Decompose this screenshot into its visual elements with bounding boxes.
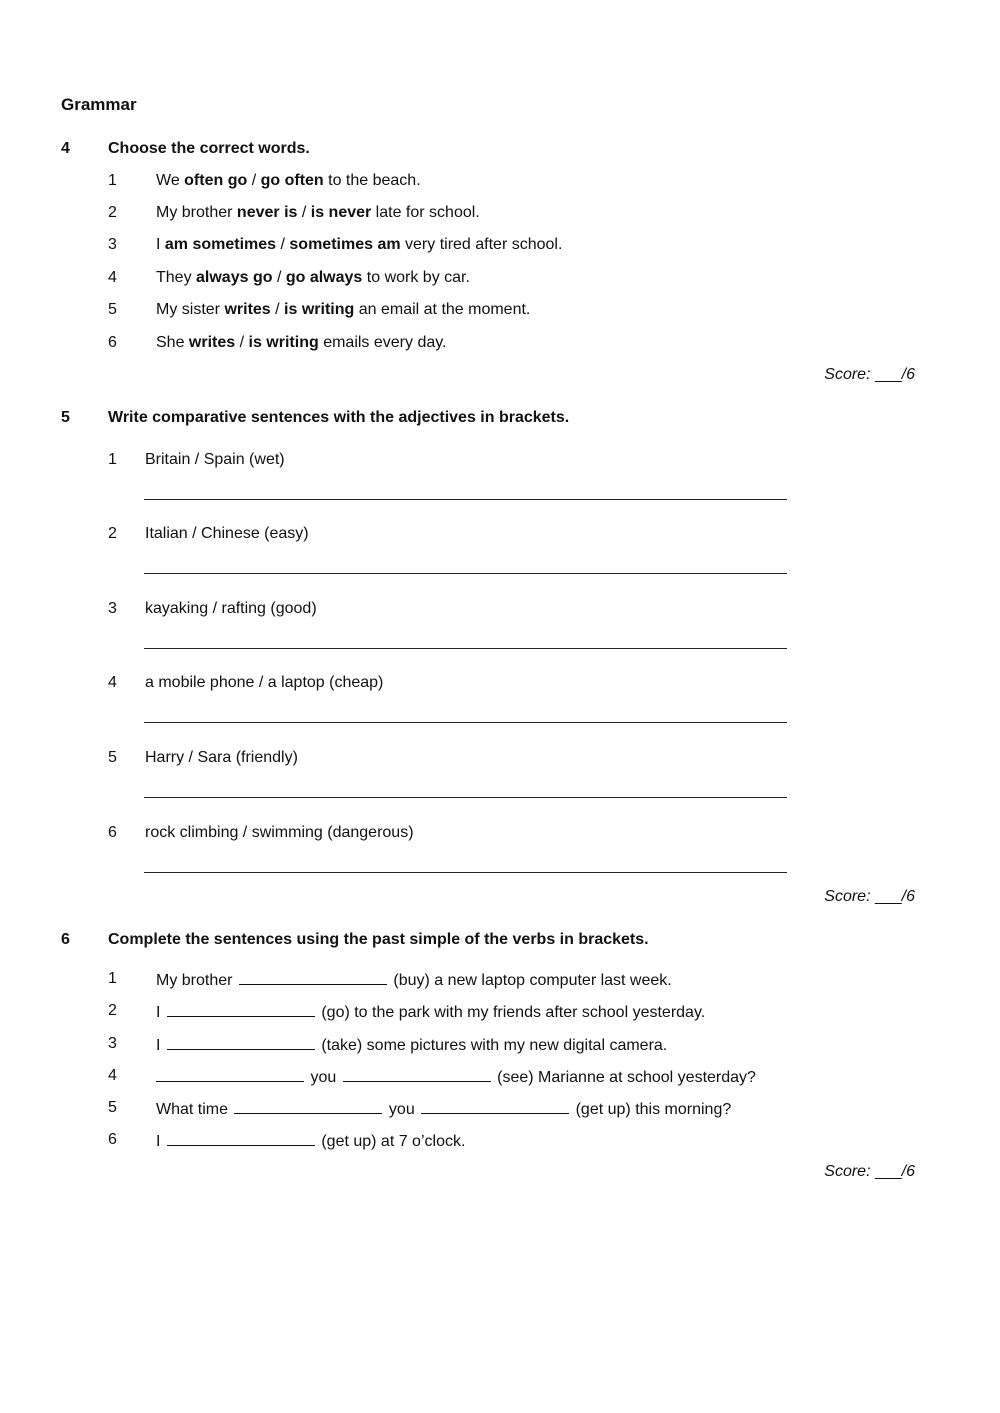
q4-item-number: 6 <box>108 334 117 351</box>
q6-item-3: I (take) some pictures with my new digital camera. <box>156 1034 667 1056</box>
q5-item-number: 6 <box>108 824 117 841</box>
q5-item-prompt: Britain / Spain (wet) <box>145 451 285 468</box>
q5-item-number: 2 <box>108 525 117 542</box>
q5-answer-line[interactable] <box>144 722 787 723</box>
q4-option-a[interactable]: never is <box>236 204 298 221</box>
q5-answer-line[interactable] <box>144 573 787 574</box>
q5-score: Score: ___/6 <box>824 888 915 905</box>
q5-item-number: 5 <box>108 749 117 766</box>
q4-item-2: My brother never is / is never late for school. <box>156 204 480 221</box>
q5-answer-line[interactable] <box>144 648 787 649</box>
q5-item-number: 3 <box>108 600 117 617</box>
question-5-instruction: Write comparative sentences with the adjectives in brackets. <box>108 409 570 426</box>
q4-option-a[interactable]: writes <box>188 334 236 351</box>
q4-item-6: She writes / is writing emails every day. <box>156 334 447 351</box>
q4-item-5: My sister writes / is writing an email at the moment. <box>156 301 531 318</box>
q4-option-a[interactable]: writes <box>224 301 271 318</box>
q4-option-a[interactable]: always go <box>196 269 273 286</box>
q4-option-b[interactable]: is writing <box>248 334 319 351</box>
q4-item-4: They always go / go always to work by car. <box>156 269 470 286</box>
page-title: Grammar <box>61 95 137 114</box>
q4-score: Score: ___/6 <box>824 366 915 383</box>
q5-item-prompt: Harry / Sara (friendly) <box>145 749 298 766</box>
q6-blank[interactable] <box>421 1098 569 1114</box>
q5-answer-line[interactable] <box>144 797 787 798</box>
q4-item-number: 1 <box>108 172 117 189</box>
q6-blank[interactable] <box>234 1098 382 1114</box>
q6-blank[interactable] <box>167 1034 315 1050</box>
q4-score-blank[interactable]: ___ <box>874 366 902 383</box>
q5-answer-line[interactable] <box>144 872 787 873</box>
q4-option-b[interactable]: is never <box>310 204 372 221</box>
q5-item-prompt: Italian / Chinese (easy) <box>145 525 309 542</box>
q4-item-number: 2 <box>108 204 117 221</box>
q4-option-a[interactable]: often go <box>184 172 248 189</box>
q4-option-b[interactable]: sometimes am <box>289 236 401 253</box>
q5-item-prompt: rock climbing / swimming (dangerous) <box>145 824 414 841</box>
q6-blank[interactable] <box>167 1130 315 1146</box>
q6-blank[interactable] <box>239 969 387 985</box>
question-6-number: 6 <box>61 931 70 948</box>
q6-blank[interactable] <box>167 1001 315 1017</box>
q4-item-number: 4 <box>108 269 117 286</box>
q4-item-1: We often go / go often to the beach. <box>156 172 421 189</box>
q5-item-number: 1 <box>108 451 117 468</box>
q4-option-b[interactable]: go often <box>260 172 324 189</box>
q4-item-3: I am sometimes / sometimes am very tired after school. <box>156 236 563 253</box>
q6-item-4: you (see) Marianne at school yesterday? <box>156 1066 756 1088</box>
question-5-number: 5 <box>61 409 70 426</box>
q5-item-number: 4 <box>108 674 117 691</box>
q6-item-number: 4 <box>108 1067 117 1084</box>
q6-item-number: 2 <box>108 1002 117 1019</box>
q6-item-2: I (go) to the park with my friends after school yesterday. <box>156 1001 705 1023</box>
q6-score: Score: ___/6 <box>824 1163 915 1180</box>
q6-blank[interactable] <box>156 1066 304 1082</box>
q6-score-blank[interactable]: ___ <box>874 1163 902 1180</box>
q6-item-5: What time you (get up) this morning? <box>156 1098 731 1120</box>
q4-option-b[interactable]: is writing <box>284 301 355 318</box>
q5-answer-line[interactable] <box>144 499 787 500</box>
q5-item-prompt: kayaking / rafting (good) <box>145 600 317 617</box>
q6-item-number: 6 <box>108 1131 117 1148</box>
q6-item-6: I (get up) at 7 o’clock. <box>156 1130 465 1152</box>
question-4-instruction: Choose the correct words. <box>108 140 310 157</box>
q5-item-prompt: a mobile phone / a laptop (cheap) <box>145 674 384 691</box>
question-6-instruction: Complete the sentences using the past simple of the verbs in brackets. <box>108 931 649 948</box>
q5-score-blank[interactable]: ___ <box>874 888 902 905</box>
question-4-number: 4 <box>61 140 70 157</box>
q6-item-1: My brother (buy) a new laptop computer last week. <box>156 969 672 991</box>
q4-option-b[interactable]: go always <box>285 269 363 286</box>
q6-blank[interactable] <box>343 1066 491 1082</box>
q6-item-number: 1 <box>108 970 117 987</box>
q4-option-a[interactable]: am sometimes <box>164 236 277 253</box>
q4-item-number: 5 <box>108 301 117 318</box>
q6-item-number: 5 <box>108 1099 117 1116</box>
q4-item-number: 3 <box>108 236 117 253</box>
q6-item-number: 3 <box>108 1035 117 1052</box>
